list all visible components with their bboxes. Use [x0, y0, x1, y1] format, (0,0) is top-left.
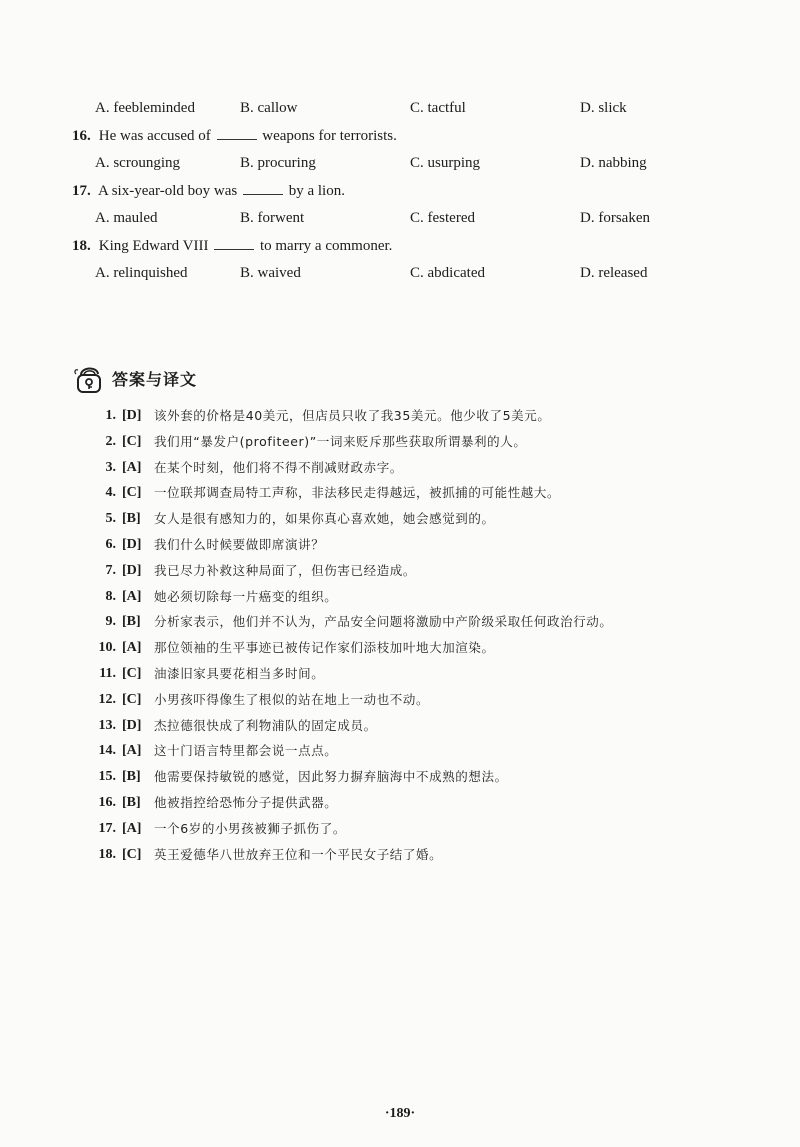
option-a: A. mauled — [95, 210, 158, 226]
answer-key: [A] — [122, 459, 142, 475]
answer-item — [88, 506, 728, 532]
answer-item — [88, 816, 728, 842]
answer-key: [C] — [122, 485, 142, 501]
answer-key: [A] — [122, 588, 142, 604]
question-18-options — [95, 261, 695, 285]
question-number: 16. — [72, 128, 91, 144]
answer-item — [88, 790, 728, 816]
answer-number: 18. — [98, 846, 116, 862]
option-b: B. callow — [240, 100, 298, 116]
option-b: B. procuring — [240, 155, 316, 171]
answer-item — [88, 403, 728, 429]
answer-key: [D] — [122, 717, 142, 733]
question-number: 18. — [72, 238, 91, 254]
answer-key: [B] — [122, 511, 141, 527]
answer-item — [88, 713, 728, 739]
stem-after: by a lion. — [288, 183, 345, 199]
option-c: C. abdicated — [410, 265, 485, 281]
option-d: D. forsaken — [580, 210, 650, 226]
answer-item — [88, 532, 728, 558]
option-d: D. released — [580, 265, 648, 281]
option-a: A. feebleminded — [95, 100, 195, 116]
stem-after: to marry a commoner. — [259, 238, 393, 254]
option-b: B. waived — [240, 265, 301, 281]
answer-translation: 一个6岁的小男孩被狮子抓伤了。 — [154, 820, 346, 836]
answer-item — [88, 558, 728, 584]
answer-item — [88, 842, 728, 868]
answer-item — [88, 429, 728, 455]
page-number: ·189· — [384, 1106, 416, 1121]
answer-key: [C] — [122, 433, 142, 449]
blank-line — [243, 180, 283, 195]
option-c: C. tactful — [410, 100, 466, 116]
answer-key: [B] — [122, 614, 141, 630]
answer-key: [A] — [122, 820, 142, 836]
answer-translation: 一位联邦调查局特工声称，非法移民走得越远，被抓捕的可能性越大。 — [154, 485, 561, 501]
answer-translation: 他被指控给恐怖分子提供武器。 — [154, 794, 338, 810]
answer-number: 4. — [105, 485, 116, 501]
question-16-stem — [72, 124, 397, 148]
answer-number: 10. — [98, 640, 116, 656]
answer-key: [D] — [122, 536, 142, 552]
answer-translation: 女人是很有感知力的，如果你真心喜欢她，她会感觉到的。 — [154, 511, 495, 527]
answer-number: 13. — [98, 717, 116, 733]
stem-before: He was accused of — [98, 128, 211, 144]
option-c: C. usurping — [410, 155, 481, 171]
answer-number: 6. — [105, 536, 116, 552]
answer-translation: 他需要保持敏锐的感觉，因此努力摒弃脑海中不成熟的想法。 — [154, 769, 508, 785]
answer-number: 1. — [105, 408, 116, 423]
answer-item — [88, 455, 728, 481]
lock-key-icon — [72, 361, 106, 395]
question-16-options — [95, 151, 695, 175]
answers-header — [72, 360, 197, 396]
answers-title: 答案与译文 — [112, 369, 198, 389]
answer-item — [88, 584, 728, 610]
question-15-options — [95, 96, 695, 120]
answer-number: 14. — [98, 743, 116, 759]
answer-item — [88, 687, 728, 713]
answer-number: 2. — [105, 433, 116, 449]
question-17-stem — [72, 179, 345, 203]
question-18-stem — [72, 234, 392, 258]
answer-number: 17. — [98, 820, 116, 836]
answer-translation: 杰拉德很快成了利物浦队的固定成员。 — [154, 717, 377, 733]
answer-item — [88, 738, 728, 764]
answer-number: 5. — [105, 511, 116, 527]
answer-key: [B] — [122, 769, 141, 785]
answer-item — [88, 480, 728, 506]
blank-line — [214, 235, 254, 250]
answer-item — [88, 609, 728, 635]
answer-translation: 她必须切除每一片癌变的组织。 — [154, 588, 338, 604]
answer-key: [A] — [122, 640, 142, 656]
stem-after: weapons for terrorists. — [262, 128, 397, 144]
answer-key: [C] — [122, 846, 142, 862]
answer-translation: 该外套的价格是40美元，但店员只收了我35美元。他少收了5美元。 — [154, 408, 551, 423]
option-a: A. relinquished — [95, 265, 188, 281]
option-d: D. slick — [580, 100, 627, 116]
option-c: C. festered — [410, 210, 475, 226]
answer-translation: 油漆旧家具要花相当多时间。 — [154, 665, 325, 681]
answer-number: 3. — [105, 459, 116, 475]
answer-translation: 英王爱德华八世放弃王位和一个平民女子结了婚。 — [154, 846, 443, 862]
answer-item — [88, 635, 728, 661]
stem-before: A six-year-old boy was — [97, 183, 238, 199]
option-b: B. forwent — [240, 210, 305, 226]
question-number: 17. — [72, 183, 91, 199]
stem-before: King Edward VIII — [98, 238, 209, 254]
answer-translation: 我已尽力补救这种局面了，但伤害已经造成。 — [154, 562, 417, 578]
answer-key: [C] — [122, 691, 142, 707]
option-a: A. scrounging — [95, 155, 180, 171]
answer-number: 15. — [98, 769, 116, 785]
answer-key: [B] — [122, 794, 141, 810]
question-17-options — [95, 206, 695, 230]
answer-translation: 这十门语言特里都会说一点点。 — [154, 743, 338, 759]
answer-number: 11. — [99, 665, 116, 681]
answer-list — [88, 403, 728, 867]
answer-key: [C] — [122, 665, 142, 681]
answer-key: [D] — [122, 408, 142, 423]
answer-number: 8. — [105, 588, 116, 604]
answer-translation: 我们用“暴发户(profiteer)”一词来贬斥那些获取所谓暴利的人。 — [154, 433, 527, 449]
answer-number: 12. — [98, 691, 116, 707]
answer-key: [A] — [122, 743, 142, 759]
answer-number: 16. — [98, 794, 116, 810]
answer-translation: 在某个时刻，他们将不得不削减财政赤字。 — [154, 459, 403, 475]
answer-number: 7. — [105, 562, 116, 578]
answer-number: 9. — [105, 614, 116, 630]
answer-translation: 我们什么时候要做即席演讲？ — [154, 536, 325, 552]
answer-item — [88, 661, 728, 687]
answer-translation: 分析家表示，他们并不认为，产品安全问题将激励中产阶级采取任何政治行动。 — [154, 614, 613, 630]
answer-key: [D] — [122, 562, 142, 578]
answer-translation: 那位领袖的生平事迹已被传记作家们添枝加叶地大加渲染。 — [154, 640, 495, 656]
blank-line — [217, 125, 257, 140]
answer-item — [88, 764, 728, 790]
answer-translation: 小男孩吓得像生了根似的站在地上一动也不动。 — [154, 691, 430, 707]
option-d: D. nabbing — [580, 155, 647, 171]
